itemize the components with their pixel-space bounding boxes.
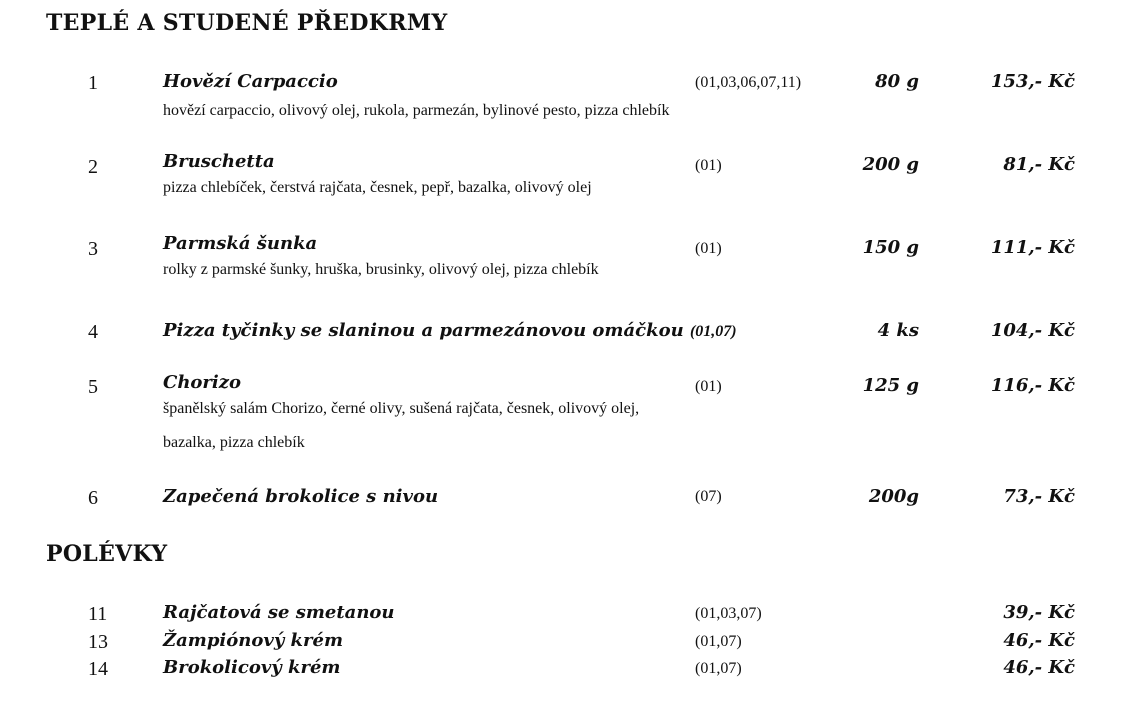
item-price: 104,- Kč — [990, 320, 1075, 341]
item-number: 5 — [88, 376, 98, 398]
item-description: hovězí carpaccio, olivový olej, rukola, parmezán, bylinové pesto, pizza chlebík — [163, 102, 670, 119]
item-allergens: (01,03,07) — [695, 605, 762, 622]
item-description: rolky z parmské šunky, hruška, brusinky, olivový olej, pizza chlebík — [163, 261, 599, 278]
item-allergens: (01,07) — [695, 660, 742, 677]
section-title-polevky: POLÉVKY — [46, 541, 168, 567]
item-allergens: (01,07) — [695, 633, 742, 650]
item-name: Parmská šunka — [163, 233, 318, 254]
item-number: 6 — [88, 487, 98, 509]
item-weight: 150 g — [862, 237, 919, 258]
item-name: Brokolicový krém — [163, 657, 341, 678]
item-name: Pizza tyčinky se slaninou a parmezánovou omáčkou — [163, 320, 684, 341]
item-price: 39,- Kč — [1003, 602, 1075, 623]
item-price: 46,- Kč — [1003, 657, 1075, 678]
item-weight: 200 g — [862, 154, 919, 175]
item-price: 73,- Kč — [1003, 486, 1075, 507]
item-description: pizza chlebíček, čerstvá rajčata, česnek, pepř, bazalka, olivový olej — [163, 179, 592, 196]
item-weight: 80 g — [875, 71, 919, 92]
item-name: Žampiónový krém — [163, 630, 344, 651]
item-name: Rajčatová se smetanou — [163, 602, 395, 623]
item-name: Bruschetta — [163, 151, 275, 172]
item-number: 1 — [88, 72, 98, 94]
item-number: 14 — [88, 658, 108, 680]
item-allergens: (01) — [695, 157, 722, 174]
item-number: 2 — [88, 156, 98, 178]
item-description: španělský salám Chorizo, černé olivy, sušená rajčata, česnek, olivový olej, — [163, 400, 640, 417]
item-description-continued: bazalka, pizza chlebík — [163, 434, 305, 451]
item-allergens: (01) — [695, 378, 722, 395]
item-weight: 4 ks — [877, 320, 919, 341]
item-number: 4 — [88, 321, 98, 343]
item-price: 111,- Kč — [990, 237, 1075, 258]
item-weight: 200g — [868, 486, 919, 507]
item-allergens: (01) — [695, 240, 722, 257]
item-price: 116,- Kč — [990, 375, 1075, 396]
item-name: Chorizo — [163, 372, 241, 393]
item-price: 153,- Kč — [990, 71, 1075, 92]
section-title-predkrmy: TEPLÉ A STUDENÉ PŘEDKRMY — [46, 10, 448, 36]
item-weight: 125 g — [862, 375, 919, 396]
item-name: Hovězí Carpaccio — [163, 71, 338, 92]
item-price: 46,- Kč — [1003, 630, 1075, 651]
item-allergens: (07) — [695, 488, 722, 505]
item-number: 13 — [88, 631, 108, 653]
item-number: 3 — [88, 238, 98, 260]
item-allergens: (01,03,06,07,11) — [695, 74, 802, 91]
item-allergens: (01,07) — [689, 323, 737, 340]
item-name: Zapečená brokolice s nivou — [163, 486, 439, 507]
item-price: 81,- Kč — [1003, 154, 1075, 175]
item-number: 11 — [88, 603, 108, 625]
item-name-row — [163, 320, 737, 341]
